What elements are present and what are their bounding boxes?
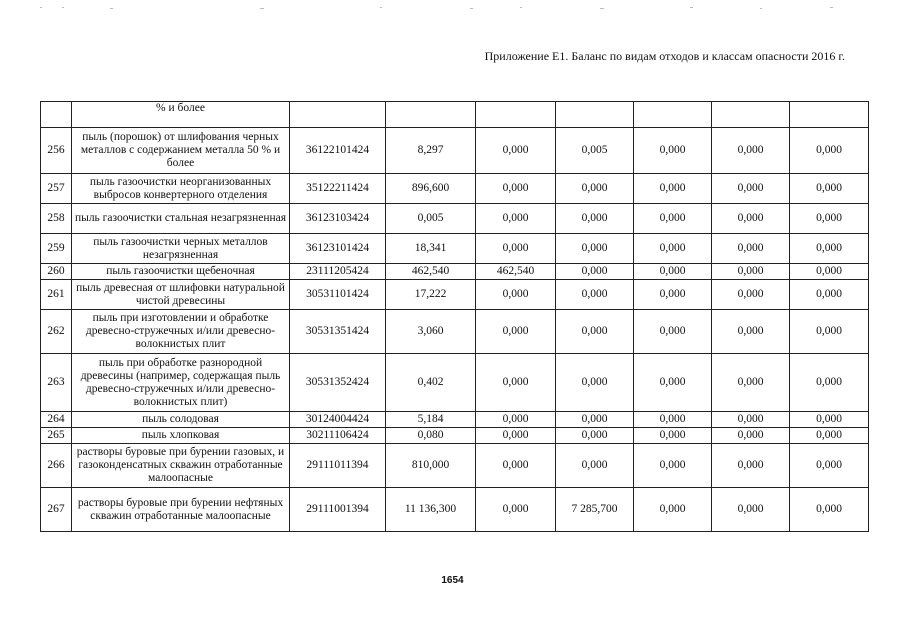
- row-number: 263: [41, 354, 72, 412]
- value-cell: 0,000: [790, 234, 869, 264]
- value-cell: 0,000: [634, 174, 712, 204]
- value-cell: 0,000: [556, 354, 634, 412]
- value-cell: 0,000: [634, 234, 712, 264]
- value-cell: 0,000: [790, 264, 869, 280]
- row-number: 258: [41, 204, 72, 234]
- cell-num: [41, 102, 72, 128]
- waste-name: пыль газоочистки черных металлов незагрязненная: [72, 234, 290, 264]
- value-cell: 0,000: [712, 354, 790, 412]
- row-number: 266: [41, 444, 72, 488]
- value-cell: 0,000: [556, 234, 634, 264]
- value-cell: 5,184: [386, 412, 476, 428]
- fkko-code: 36123101424: [290, 234, 386, 264]
- value-cell: 0,000: [634, 128, 712, 174]
- table-row: [41, 488, 869, 532]
- value-cell: 0,000: [790, 174, 869, 204]
- value-cell: 0,000: [634, 280, 712, 310]
- waste-name: растворы буровые при бурении нефтяных скважин отработанные малоопасные: [72, 488, 290, 532]
- value-cell: 0,000: [556, 310, 634, 354]
- value-cell: 0,000: [476, 488, 556, 532]
- table-row: [41, 310, 869, 354]
- row-number: 262: [41, 310, 72, 354]
- table-row: [41, 234, 869, 264]
- waste-name: пыль (порошок) от шлифования черных металлов с содержанием металла 50 % и более: [72, 128, 290, 174]
- value-cell: 17,222: [386, 280, 476, 310]
- value-cell: 0,000: [712, 128, 790, 174]
- value-cell: 462,540: [386, 264, 476, 280]
- value-cell: 0,000: [634, 354, 712, 412]
- value-cell: 0,000: [634, 412, 712, 428]
- waste-balance-table: [40, 101, 869, 532]
- fkko-code: 29111011394: [290, 444, 386, 488]
- cell-value: [476, 102, 556, 128]
- value-cell: 0,000: [790, 280, 869, 310]
- value-cell: 0,000: [634, 264, 712, 280]
- document-title: Приложение Е1. Баланс по видам отходов и классам опасности 2016 г.: [484, 49, 845, 63]
- page-number: 1654: [441, 575, 464, 586]
- waste-name: пыль при обработке разнородной древесины (например, содержащая пыль древесно-стружечных и/или древесно-волокнистых плит): [72, 354, 290, 412]
- value-cell: 18,341: [386, 234, 476, 264]
- fkko-code: 30531352424: [290, 354, 386, 412]
- table-row-continuation: [41, 102, 869, 128]
- waste-name: пыль солодовая: [72, 412, 290, 428]
- value-cell: 0,000: [712, 428, 790, 444]
- value-cell: 896,600: [386, 174, 476, 204]
- value-cell: 0,000: [712, 280, 790, 310]
- value-cell: 0,080: [386, 428, 476, 444]
- fkko-code: 23111205424: [290, 264, 386, 280]
- value-cell: 0,000: [790, 444, 869, 488]
- value-cell: 0,000: [790, 204, 869, 234]
- row-number: 256: [41, 128, 72, 174]
- value-cell: 0,000: [556, 412, 634, 428]
- cell-value: [790, 102, 869, 128]
- fkko-code: 30531351424: [290, 310, 386, 354]
- value-cell: 0,000: [634, 488, 712, 532]
- value-cell: 0,000: [556, 174, 634, 204]
- table-row: [41, 128, 869, 174]
- value-cell: 0,000: [556, 264, 634, 280]
- cell-value: [712, 102, 790, 128]
- cell-name: % и более: [72, 102, 290, 128]
- value-cell: 0,005: [386, 204, 476, 234]
- value-cell: 462,540: [476, 264, 556, 280]
- value-cell: 0,000: [476, 354, 556, 412]
- value-cell: 0,000: [790, 412, 869, 428]
- value-cell: 0,402: [386, 354, 476, 412]
- value-cell: 0,000: [790, 128, 869, 174]
- waste-name: растворы буровые при бурении газовых, и газоконденсатных скважин отработанные малоопасные: [72, 444, 290, 488]
- fkko-code: 30211106424: [290, 428, 386, 444]
- waste-name: пыль хлопковая: [72, 428, 290, 444]
- waste-name: пыль газоочистки неорганизованных выбросов конвертерного отделения: [72, 174, 290, 204]
- row-number: 261: [41, 280, 72, 310]
- value-cell: 0,005: [556, 128, 634, 174]
- table-body: [41, 102, 869, 532]
- value-cell: 0,000: [712, 488, 790, 532]
- fkko-code: 29111001394: [290, 488, 386, 532]
- value-cell: 0,000: [634, 428, 712, 444]
- cell-code: [290, 102, 386, 128]
- value-cell: 0,000: [790, 428, 869, 444]
- scan-artifact-dots: [0, 0, 905, 10]
- value-cell: 7 285,700: [556, 488, 634, 532]
- table-row: [41, 428, 869, 444]
- value-cell: 0,000: [790, 310, 869, 354]
- table-row: [41, 444, 869, 488]
- row-number: 260: [41, 264, 72, 280]
- row-number: 259: [41, 234, 72, 264]
- value-cell: 0,000: [476, 428, 556, 444]
- table-row: [41, 264, 869, 280]
- value-cell: 0,000: [476, 280, 556, 310]
- value-cell: 3,060: [386, 310, 476, 354]
- table-row: [41, 412, 869, 428]
- row-number: 257: [41, 174, 72, 204]
- value-cell: 0,000: [556, 444, 634, 488]
- cell-value: [634, 102, 712, 128]
- fkko-code: 36122101424: [290, 128, 386, 174]
- value-cell: 0,000: [712, 444, 790, 488]
- value-cell: 0,000: [790, 354, 869, 412]
- value-cell: 810,000: [386, 444, 476, 488]
- value-cell: 0,000: [634, 444, 712, 488]
- value-cell: 0,000: [476, 204, 556, 234]
- value-cell: 0,000: [476, 234, 556, 264]
- table-row: [41, 280, 869, 310]
- fkko-code: 36123103424: [290, 204, 386, 234]
- waste-name: пыль при изготовлении и обработке древесно-стружечных и/или древесно-волокнистых плит: [72, 310, 290, 354]
- value-cell: 0,000: [712, 412, 790, 428]
- table-row: [41, 204, 869, 234]
- cell-value: [386, 102, 476, 128]
- value-cell: 0,000: [476, 444, 556, 488]
- waste-name: пыль газоочистки щебеночная: [72, 264, 290, 280]
- value-cell: 0,000: [712, 264, 790, 280]
- value-cell: 0,000: [476, 412, 556, 428]
- table-row: [41, 174, 869, 204]
- waste-name: пыль древесная от шлифовки натуральной чистой древесины: [72, 280, 290, 310]
- cell-value: [556, 102, 634, 128]
- value-cell: 0,000: [476, 174, 556, 204]
- value-cell: 0,000: [556, 428, 634, 444]
- fkko-code: 35122211424: [290, 174, 386, 204]
- fkko-code: 30124004424: [290, 412, 386, 428]
- value-cell: 8,297: [386, 128, 476, 174]
- value-cell: 0,000: [790, 488, 869, 532]
- value-cell: 11 136,300: [386, 488, 476, 532]
- value-cell: 0,000: [476, 310, 556, 354]
- value-cell: 0,000: [556, 204, 634, 234]
- value-cell: 0,000: [634, 204, 712, 234]
- value-cell: 0,000: [712, 204, 790, 234]
- row-number: 267: [41, 488, 72, 532]
- value-cell: 0,000: [556, 280, 634, 310]
- table-row: [41, 354, 869, 412]
- row-number: 264: [41, 412, 72, 428]
- value-cell: 0,000: [712, 174, 790, 204]
- waste-name: пыль газоочистки стальная незагрязненная: [72, 204, 290, 234]
- fkko-code: 30531101424: [290, 280, 386, 310]
- value-cell: 0,000: [634, 310, 712, 354]
- value-cell: 0,000: [476, 128, 556, 174]
- value-cell: 0,000: [712, 310, 790, 354]
- value-cell: 0,000: [712, 234, 790, 264]
- row-number: 265: [41, 428, 72, 444]
